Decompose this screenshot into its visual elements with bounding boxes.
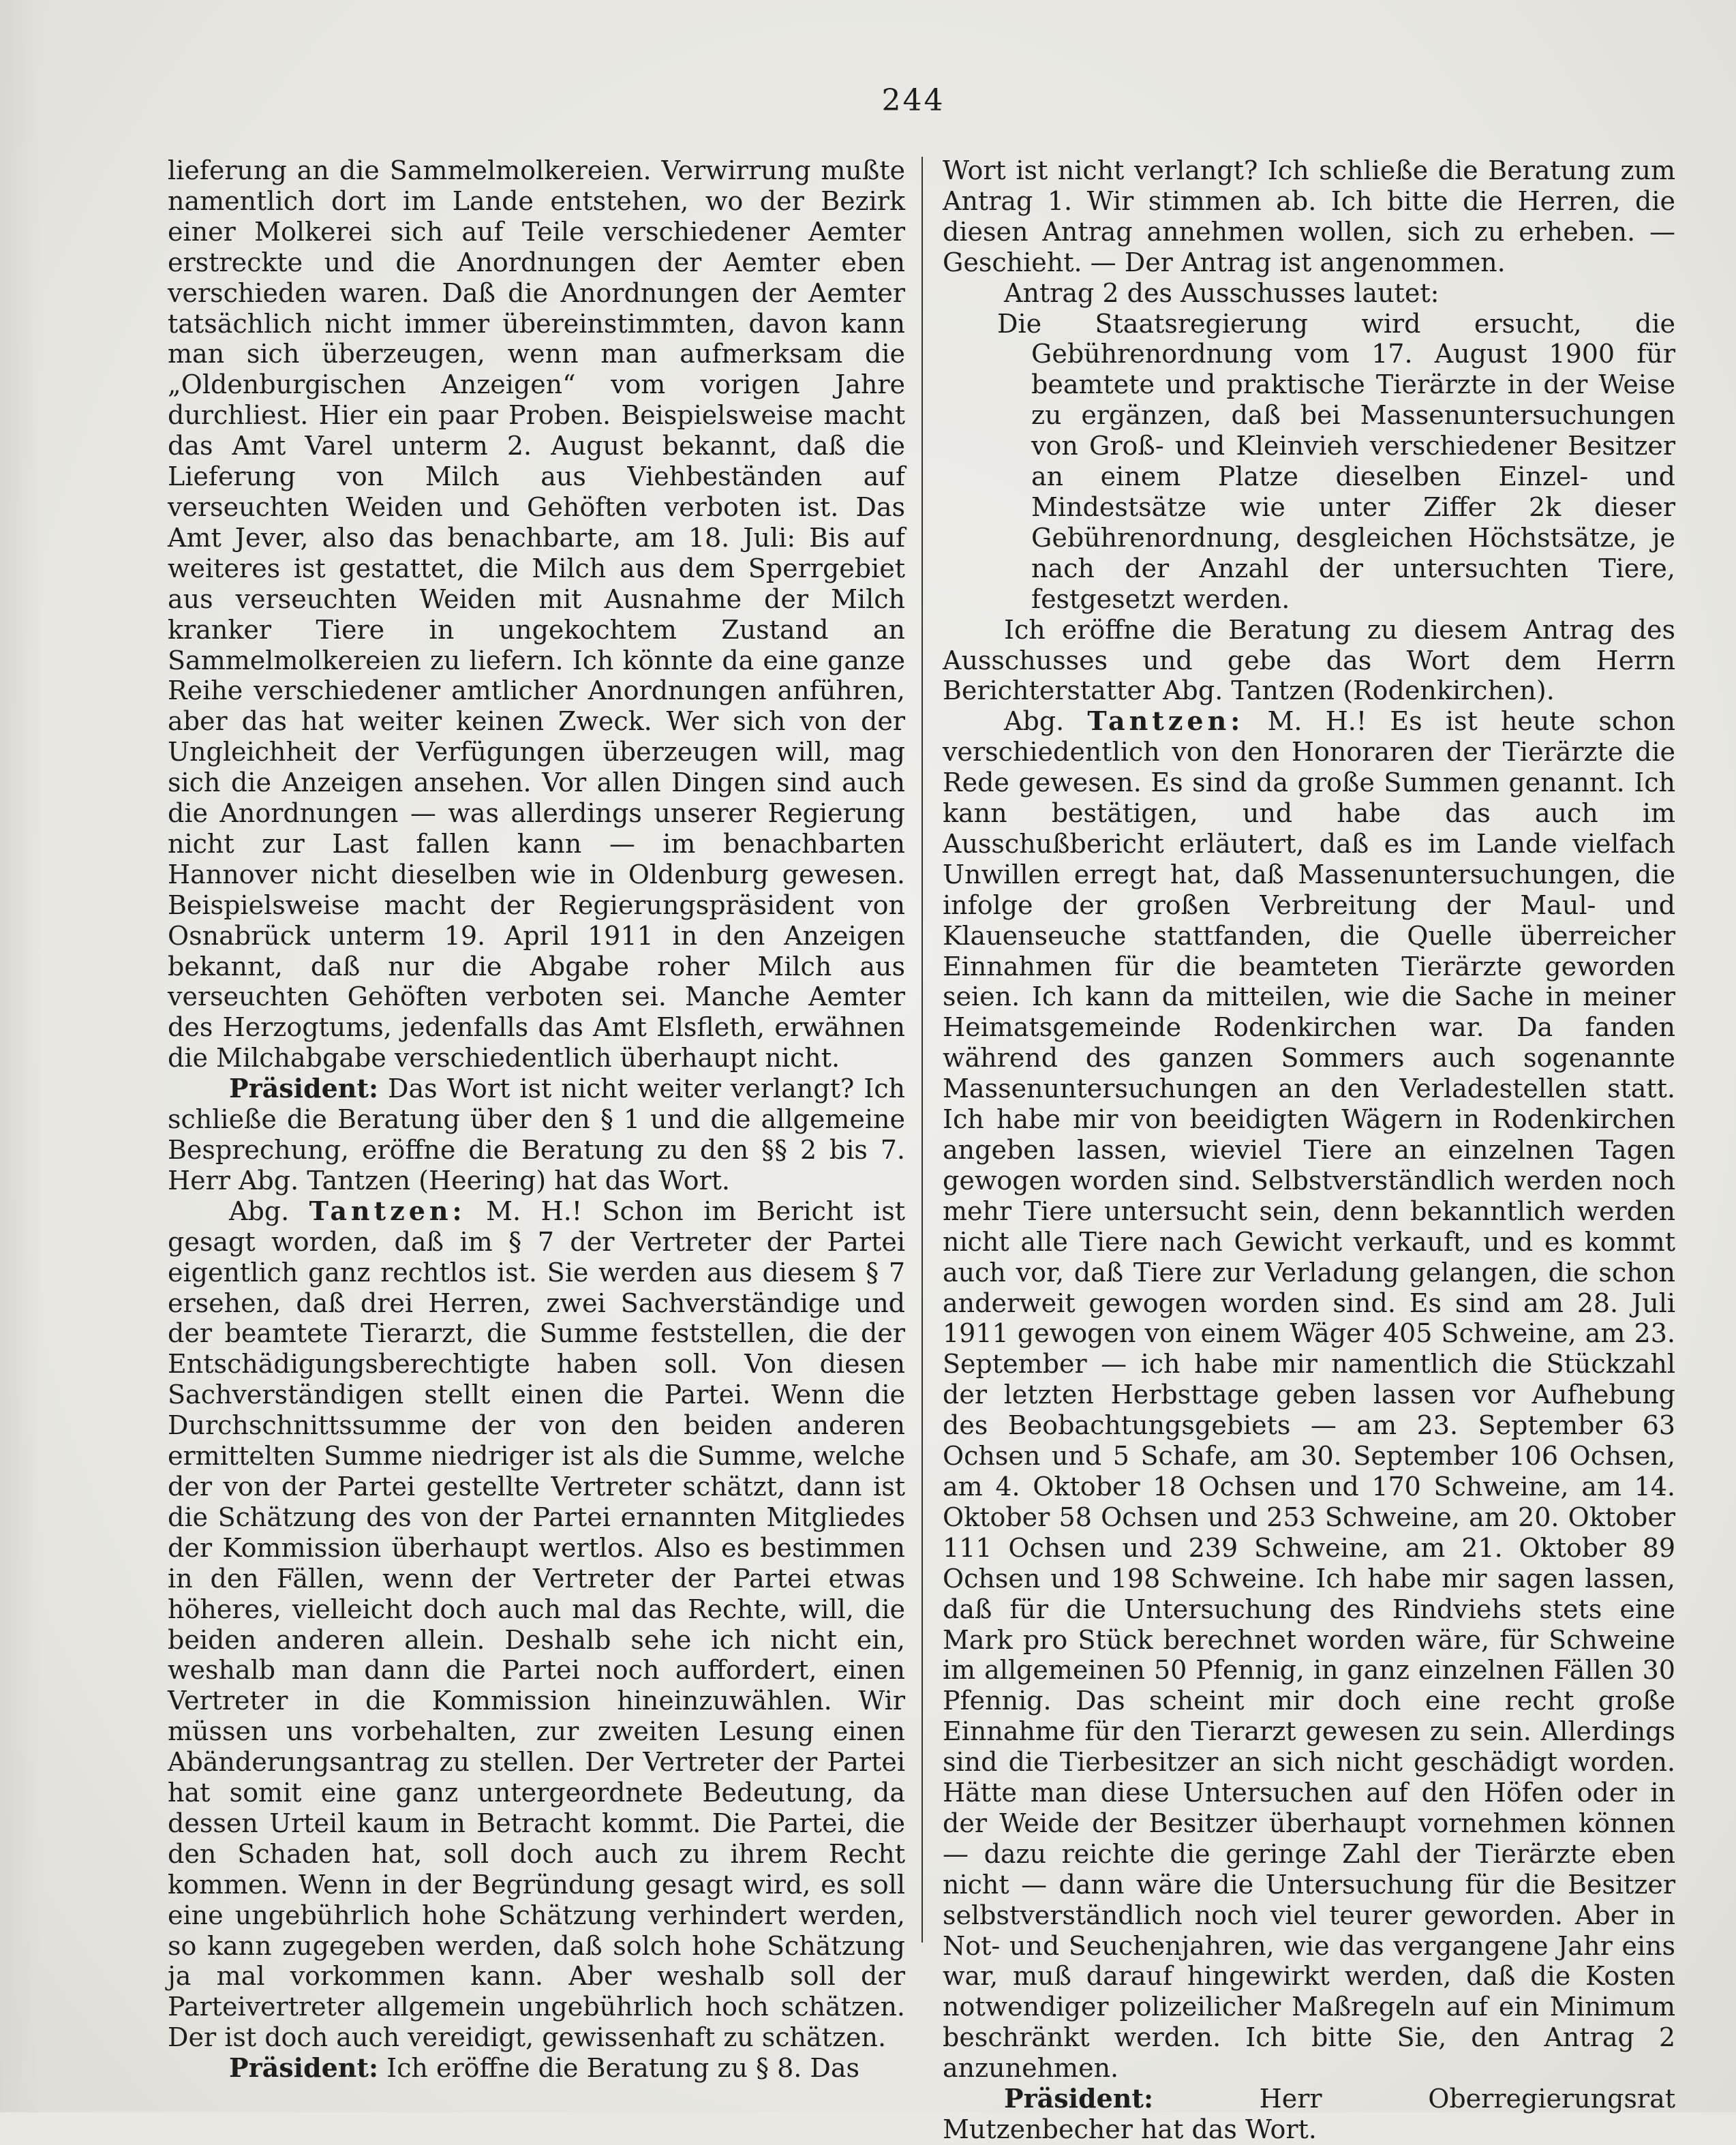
speaker-prefix: Abg. [229,1196,290,1226]
speaker-label: Präsident: [229,1073,379,1104]
paragraph-vote: Wort ist nicht verlangt? Ich schließe die Beratung zum Antrag 1. Wir stimmen ab. Ich bitte die Herren, die diesen Antrag annehmen wollen, sich zu erheben. — Geschieht. — Der Antrag ist angenommen. [943,155,1675,277]
speaker-label: Tantzen: [309,1195,466,1226]
paragraph-open-debate: Ich eröffne die Beratung zu diesem Antrag des Ausschusses und gebe das Wort dem Herrn Berichterstatter Abg. Tantzen (Rodenkirchen). [943,614,1675,706]
page-number: 244 [881,83,945,118]
speaker-label: Tantzen: [1087,705,1245,737]
speaker-label: Präsident: [1004,2083,1154,2114]
speech-praesident-1 [168,1074,905,1196]
speaker-prefix: Abg. [1004,706,1065,737]
speaker-label: Präsident: [229,2052,379,2084]
page-gutter-shadow [0,0,41,2112]
speech-text: M. H.! Es ist heute schon verschiedentlich von den Honoraren der Tierärzte die Rede gewesen. Es sind da große Summen genannt. Ich kann bestätigen, und habe das auch im Ausschußbericht erläutert, daß es im Lande vielfach Unwillen erregt hat, daß Massenuntersuchungen, die infolge der großen Verbreitung der Maul- und Klauenseuche stattfanden, die Quelle überreicher Einnahmen für die beamteten Tierärzte geworden seien. Ich kann da mitteilen, wie die Sache in meiner Heimatsgemeinde Rodenkirchen war. Da fanden während des ganzen Sommers auch sogenannte Massenuntersuchungen an den Verladestellen statt. Ich habe mir von beeidigten Wägern in Rodenkirchen angeben lassen, wieviel Tiere an einzelnen Tagen gewogen worden sind. Selbstverständlich werden noch mehr Tiere untersucht sein, denn bekanntlich werden nicht alle Tiere nach Gewicht verkauft, und es kommt auch vor, daß Tiere zur Verladung gelangen, die schon anderweit gewogen worden sind. Es sind am 28. Juli 1911 gewogen von einem Wäger 405 Schweine, am 23. September — ich habe mir namentlich die Stückzahl der letzten Herbsttage geben lassen vor Aufhebung des Beobachtungsgebiets — am 23. September 63 Ochsen und 5 Schafe, am 30. September 106 Ochsen, am 4. Oktober 18 Ochsen und 170 Schweine, am 14. Oktober 58 Ochsen und 253 Schweine, am 20. Oktober 111 Ochsen und 239 Schweine, am 21. Oktober 89 Ochsen und 198 Schweine. Ich habe mir sagen lassen, daß für die Untersuchung des Rindviehs stets eine Mark pro Stück berechnet worden wäre, für Schweine im allgemeinen 50 Pfennig, in ganz einzelnen Fällen 30 Pfennig. Das scheint mir doch eine recht große Einnahme für den Tierarzt gewesen zu sein. Allerdings sind die Tierbesitzer an sich nicht geschädigt worden. Hätte man diese Untersuchen auf den Höfen oder in der Weide der Besitzer überhaupt vornehmen können — dazu reichte die geringe Zahl der Tierärzte eben nicht — dann wäre die Untersuchung für die Besitzer selbstverständlich noch viel teurer geworden. Aber in Not- und Seuchenjahren, wie das vergangene Jahr eins war, muß darauf hingewirkt werden, daß die Kosten notwendiger polizeilicher Maßregeln auf ein Minimum beschränkt werden. Ich bitte Sie, den Antrag 2 anzunehmen. [943,706,1675,2084]
speech-praesident-2 [168,2053,905,2084]
speech-tantzen-heering [168,1196,905,2053]
paragraph-antrag-intro: Antrag 2 des Ausschusses lautet: [1004,277,1440,308]
left-column [168,155,905,2084]
right-column [943,155,1675,2145]
speech-tantzen-rodenkirchen [943,706,1675,2084]
speech-praesident-3 [943,2084,1675,2145]
column-divider [922,157,923,1943]
speech-text: M. H.! Schon im Bericht ist gesagt worden, daß im § 7 der Vertreter der Partei eigentlich ganz rechtlos ist. Sie werden aus diesem § 7 ersehen, daß drei Herren, zwei Sachverständige und der beamtete Tierarzt, die Summe feststellen, die der Entschädigungsberechtigte haben soll. Von diesen Sachverständigen stellt einen die Partei. Wenn die Durchschnittssumme der von den beiden anderen ermittelten Summe niedriger ist als die Summe, welche der von der Partei gestellte Vertreter schätzt, dann ist die Schätzung des von der Partei ernannten Mitgliedes der Kommission überhaupt wertlos. Also es bestimmen in den Fällen, wenn der Vertreter der Partei etwas höheres, vielleicht doch auch mal das Rechte, will, die beiden anderen allein. Deshalb sehe ich nicht ein, weshalb man dann die Partei noch auffordert, einen Vertreter in die Kommission hineinzuwählen. Wir müssen uns vorbehalten, zur zweiten Lesung einen Abänderungsantrag zu stellen. Der Vertreter der Partei hat somit eine ganz untergeordnete Bedeutung, da dessen Urteil kaum in Betracht kommt. Die Partei, die den Schaden hat, soll doch auch zu ihrem Recht kommen. Wenn in der Begründung gesagt wird, es soll eine ungebührlich hohe Schätzung verhindert werden, so kann zugegeben werden, daß solch hohe Schätzung ja mal vorkommen kann. Aber weshalb soll der Parteivertreter allgemein ungebührlich hoch schätzen. Der ist doch auch vereidigt, gewissenhaft zu schätzen. [168,1196,905,2053]
speech-text: Herr Oberregierungsrat Mutzenbecher hat das Wort. [943,2084,1675,2144]
paragraph-milk-delivery: lieferung an die Sammelmolkereien. Verwirrung mußte namentlich dort im Lande entstehen, wo der Bezirk einer Molkerei sich auf Teile verschiedener Aemter erstreckte und die Anordnungen der Aemter eben verschieden waren. Daß die Anordnungen der Aemter tatsächlich nicht immer übereinstimmten, davon kann man sich überzeugen, wenn man aufmerksam die „Oldenburgischen Anzeigen“ vom vorigen Jahre durchliest. Hier ein paar Proben. Beispielsweise macht das Amt Varel unterm 2. August bekannt, daß die Lieferung von Milch aus Viehbeständen auf verseuchten Weiden und Gehöften verboten ist. Das Amt Jever, also das benachbarte, am 18. Juli: Bis auf weiteres ist gestattet, die Milch aus dem Sperrgebiet aus verseuchten Weiden mit Ausnahme der Milch kranker Tiere in ungekochtem Zustand an Sammelmolkereien zu liefern. Ich könnte da eine ganze Reihe verschiedener amtlicher Anordnungen anführen, aber das hat weiter keinen Zweck. Wer sich von der Ungleichheit der Verfügungen überzeugen will, mag sich die Anzeigen ansehen. Vor allen Dingen sind auch die Anordnungen — was allerdings unserer Regierung nicht zur Last fallen kann — im benachbarten Hannover nicht dieselben wie in Oldenburg gewesen. Beispielsweise macht der Regierungspräsident von Osnabrück unterm 19. April 1911 in den Anzeigen bekannt, daß nur die Abgabe roher Milch aus verseuchten Gehöften verboten sei. Manche Aemter des Herzogtums, jedenfalls das Amt Elsfleth, erwähnen die Milchabgabe verschiedentlich überhaupt nicht. [168,155,905,1074]
speech-text: Ich eröffne die Beratung zu § 8. Das [386,2053,860,2084]
antrag-2-text: Die Staatsregierung wird ersucht, die Gebührenordnung vom 17. August 1900 für beamtete und praktische Tierärzte in der Weise zu ergänzen, daß bei Massenuntersuchungen von Groß- und Kleinvieh verschiedener Besitzer an einem Platze dieselben Einzel- und Mindestsätze wie unter Ziffer 2k dieser Gebührenordnung, desgleichen Höchstsätze, je nach der Anzahl der untersuchten Tiere, festgesetzt werden. [997,308,1675,614]
speech-text: Das Wort ist nicht weiter verlangt? Ich schließe die Beratung über den § 1 und die allgemeine Besprechung, eröffne die Beratung zu den §§ 2 bis 7. Herr Abg. Tantzen (Heering) hat das Wort. [168,1074,905,1196]
